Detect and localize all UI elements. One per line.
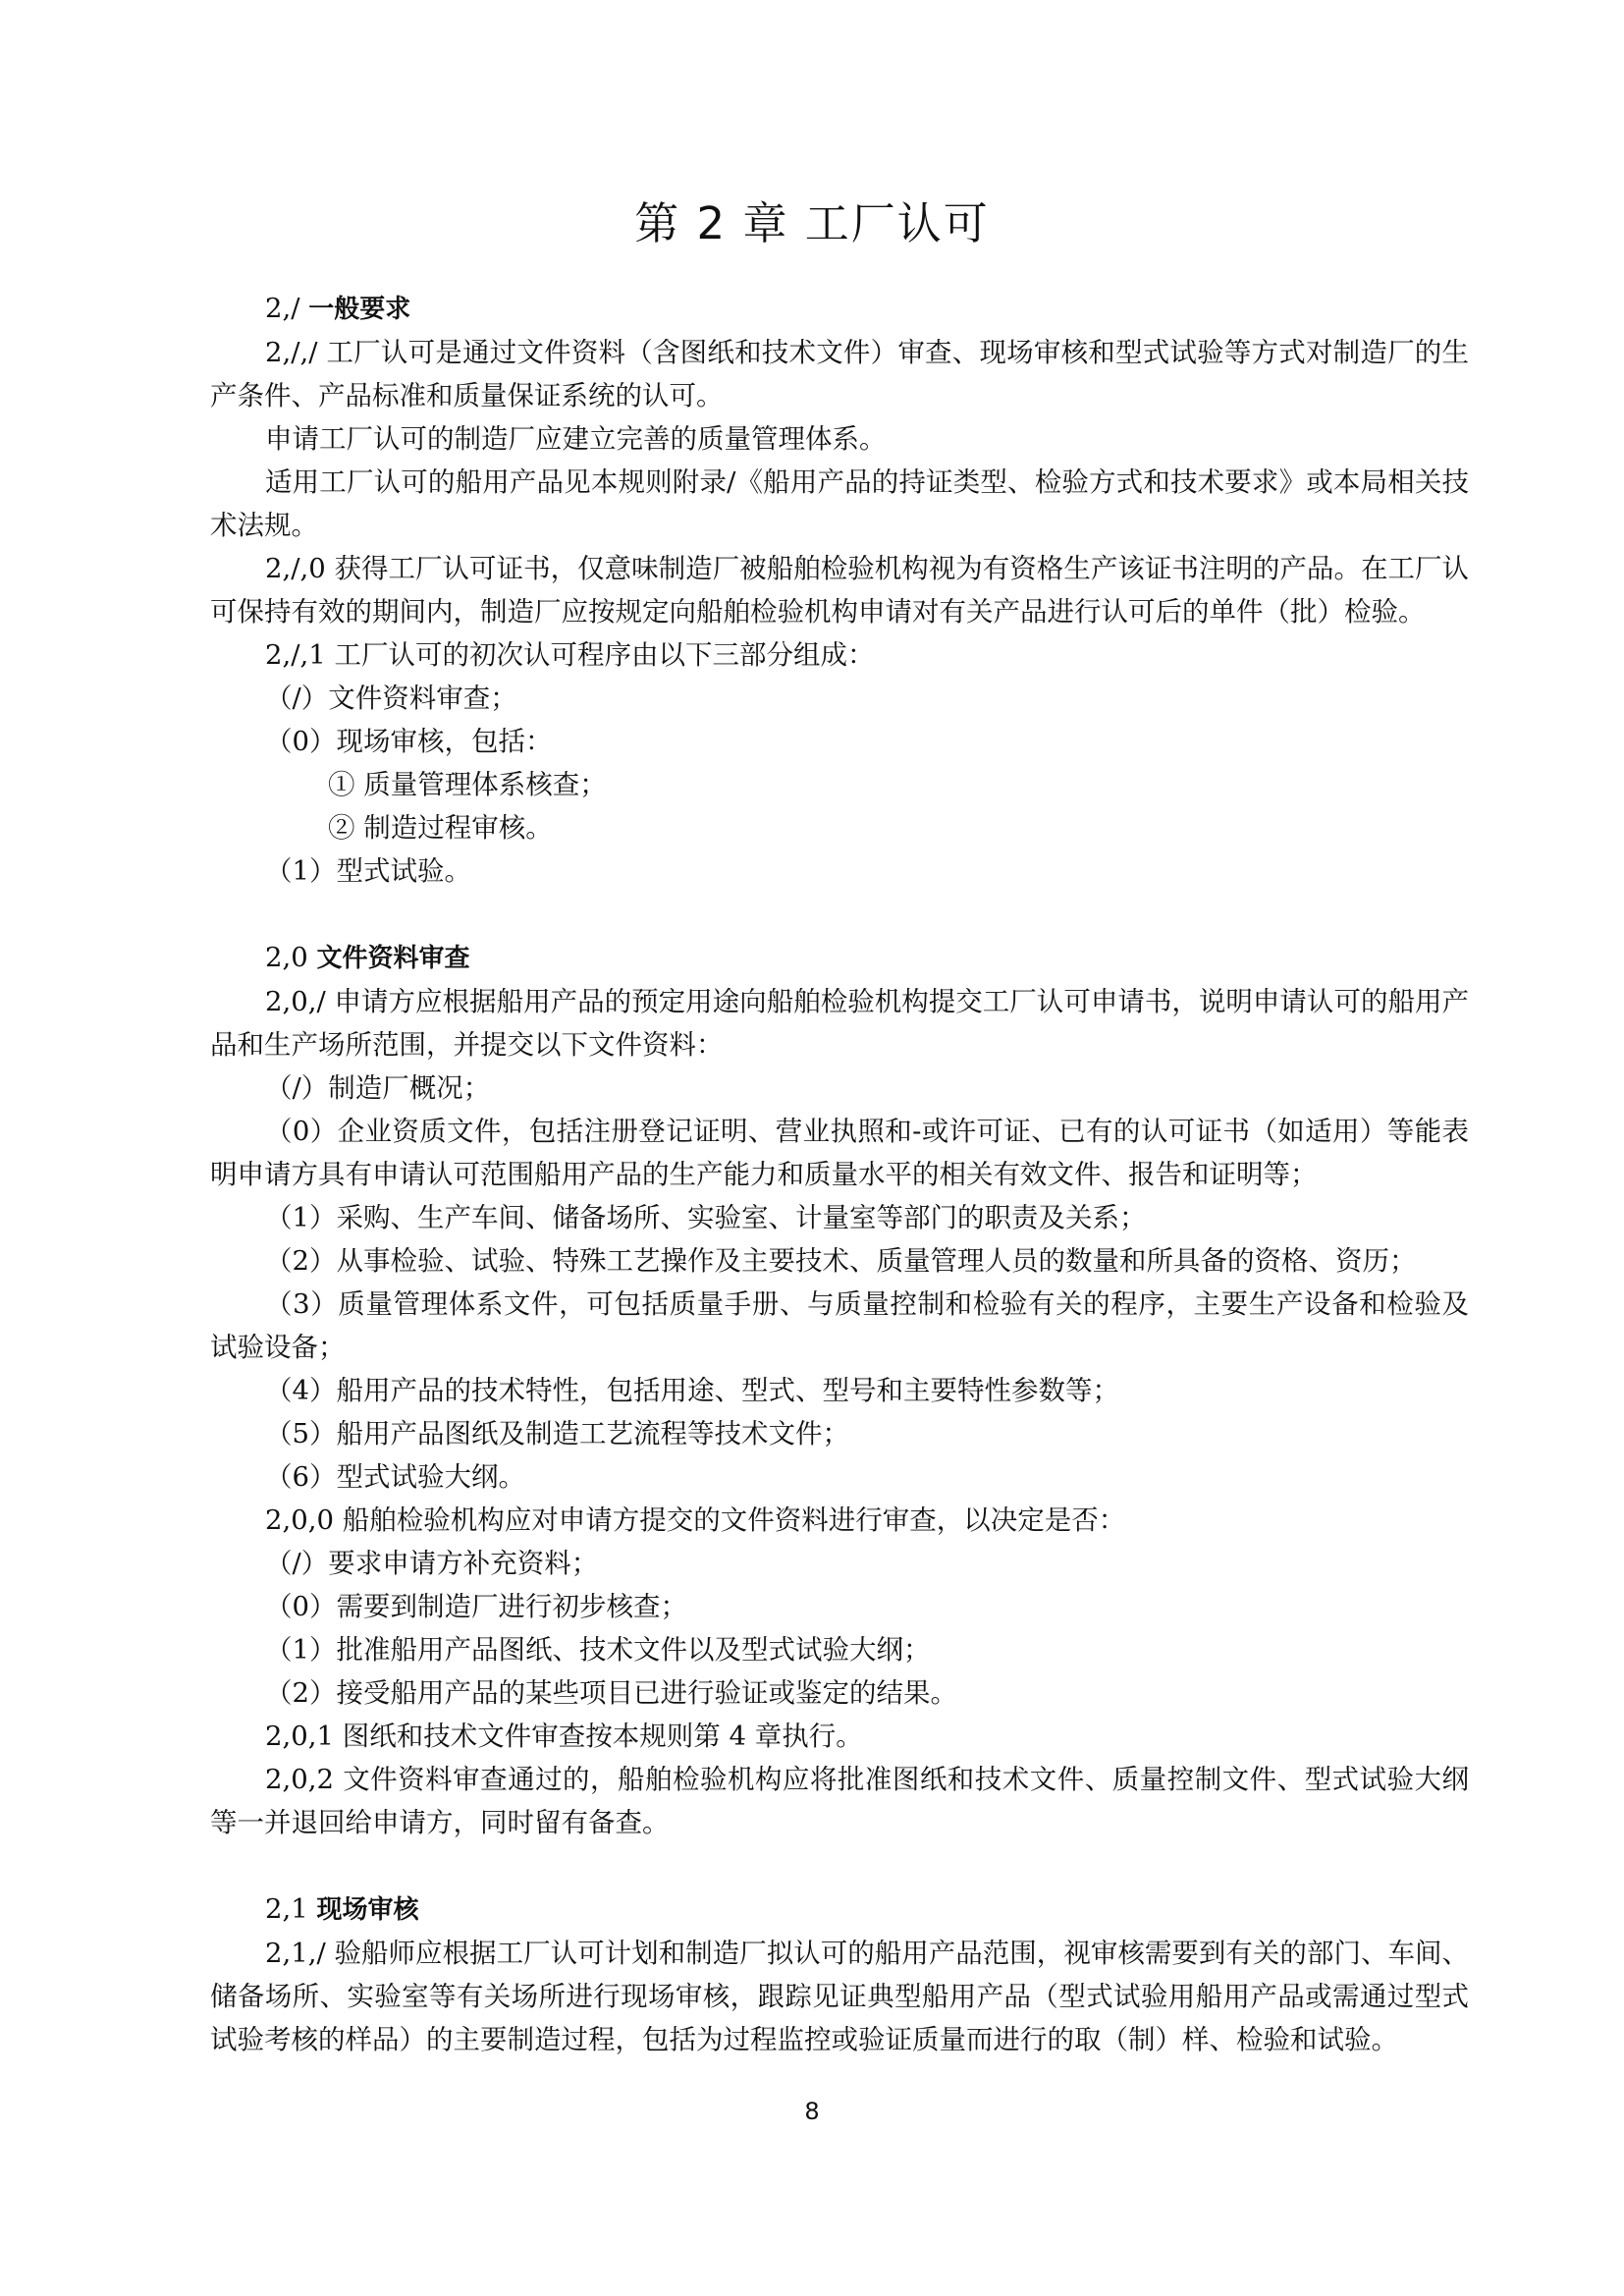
list-item: （4）船用产品的技术特性，包括用途、型式、型号和主要特性参数等； xyxy=(265,1375,1119,1406)
section-number: 2,0 xyxy=(265,942,308,973)
paragraph: 2,0,/ 申请方应根据船用产品的预定用途向船舶检验机构提交工厂认可申请书，说明申请认可的船用产品和生产场所范围，并提交以下文件资料： xyxy=(210,986,1469,1061)
spacer xyxy=(210,1844,1469,1887)
section-heading-2-2 xyxy=(210,936,1469,980)
list-item: （/）要求申请方补充资料； xyxy=(265,1548,599,1579)
paragraph: 2,0,2 文件资料审查通过的，船舶检验机构应将批准图纸和技术文件、质量控制文件、型式试验大纲等一并退回给申请方，同时留有备查。 xyxy=(210,1764,1469,1838)
list-item: （/）制造厂概况； xyxy=(265,1072,491,1104)
spacer xyxy=(210,893,1469,936)
list-item: （1）型式试验。 xyxy=(265,855,471,887)
list-item: （3）质量管理体系文件，可包括质量手册、与质量控制和检验有关的程序，主要生产设备和检验及试验设备； xyxy=(210,1288,1469,1363)
section-title: 一般要求 xyxy=(308,295,411,324)
paragraph: 2,/,0 获得工厂认可证书，仅意味制造厂被船舶检验机构视为有资格生产该证书注明的产品。在工厂认可保持有效的期间内，制造厂应按规定向船舶检验机构申请对有关产品进行认可后的单件（批）检验。 xyxy=(210,553,1469,628)
paragraph: 2,1,/ 验船师应根据工厂认可计划和制造厂拟认可的船用产品范围，视审核需要到有关的部门、车间、储备场所、实验室等有关场所进行现场审核，跟踪见证典型船用产品（型式试验用船用产品或需通过型式试验考核的样品）的主要制造过程，包括为过程监控或验证质量而进行的取（制）样、检验和试验。 xyxy=(210,1938,1469,2055)
list-item: （/）文件资料审查； xyxy=(265,683,517,714)
paragraph: 2,0,0 船舶检验机构应对申请方提交的文件资料进行审查，以决定是否： xyxy=(265,1504,1126,1536)
list-item: （2）接受船用产品的某些项目已进行验证或鉴定的结果。 xyxy=(265,1677,957,1709)
document-body xyxy=(210,287,1469,2061)
list-item: （1）批准船用产品图纸、技术文件以及型式试验大纲； xyxy=(265,1634,931,1666)
paragraph: 适用工厂认可的船用产品见本规则附录/《船用产品的持证类型、检验方式和技术要求》或本局相关技术法规。 xyxy=(210,466,1469,541)
list-item: （0）需要到制造厂进行初步核查； xyxy=(265,1591,687,1622)
paragraph: 2,/,/ 工厂认可是通过文件资料（含图纸和技术文件）审查、现场审核和型式试验等方式对制造厂的生产条件、产品标准和质量保证系统的认可。 xyxy=(210,337,1469,411)
page-number: 8 xyxy=(804,2098,820,2125)
section-title: 现场审核 xyxy=(316,1895,419,1925)
section-heading-2-1 xyxy=(210,287,1469,331)
section-number: 2,/ xyxy=(265,293,300,324)
paragraph: 申请工厂认可的制造厂应建立完善的质量管理体系。 xyxy=(265,423,887,455)
section-title: 文件资料审查 xyxy=(316,944,470,973)
section-heading-2-3 xyxy=(210,1887,1469,1932)
sub-list-item: ① 质量管理体系核查； xyxy=(328,769,607,800)
list-item: （1）采购、生产车间、储备场所、实验室、计量室等部门的职责及关系； xyxy=(265,1202,1147,1233)
list-item: （5）船用产品图纸及制造工艺流程等技术文件； xyxy=(265,1418,849,1449)
chapter-title: 第 2 章 工厂认可 xyxy=(634,197,990,249)
sub-list-item: ② 制造过程审核。 xyxy=(328,812,553,844)
paragraph: 2,/,1 工厂认可的初次认可程序由以下三部分组成： xyxy=(265,639,875,671)
paragraph: 2,0,1 图纸和技术文件审查按本规则第 4 章执行。 xyxy=(265,1721,863,1752)
list-item: （6）型式试验大纲。 xyxy=(265,1461,525,1493)
list-item: （2）从事检验、试验、特殊工艺操作及主要技术、质量管理人员的数量和所具备的资格、资历； xyxy=(265,1245,1417,1277)
section-number: 2,1 xyxy=(265,1893,308,1925)
list-item: （0）企业资质文件，包括注册登记证明、营业执照和-或许可证、已有的认可证书（如适用）等能表明申请方具有申请认可范围船用产品的生产能力和质量水平的相关有效文件、报告和证明等； xyxy=(210,1116,1469,1190)
list-item: （0）现场审核，包括： xyxy=(265,726,553,757)
